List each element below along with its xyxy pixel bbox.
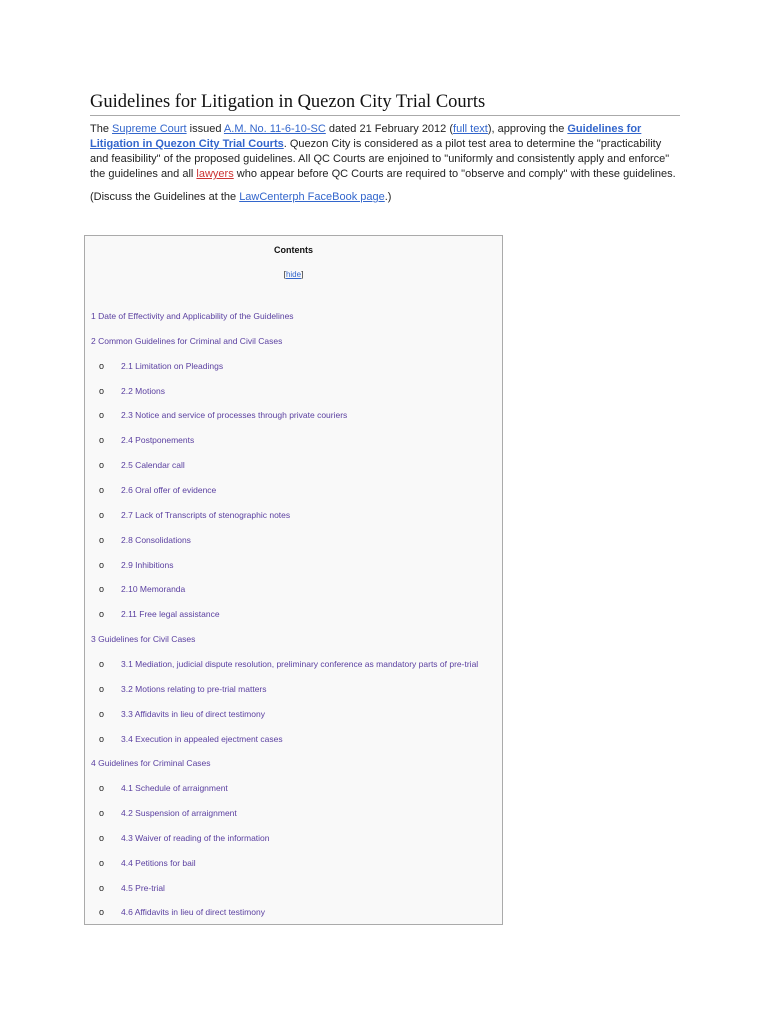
toc-bullet: o bbox=[99, 559, 105, 570]
toc-link[interactable]: 2.7 Lack of Transcripts of stenographic notes bbox=[121, 509, 291, 520]
toc-title: Contents bbox=[274, 245, 313, 255]
intro-text: issued bbox=[186, 123, 224, 135]
toc-bullet: o bbox=[99, 708, 105, 719]
intro-text: dated 21 February 2012 ( bbox=[325, 123, 454, 135]
discuss-text: (Discuss the Guidelines at the bbox=[90, 191, 240, 203]
guidelines-link[interactable]: Guidelines for Litigation in Quezon City Trial Courts bbox=[90, 123, 642, 150]
toc-bullet: o bbox=[99, 907, 105, 918]
toc-link[interactable]: 2.11 Free legal assistance bbox=[121, 609, 220, 620]
am-number-link[interactable]: A.M. No. 11-6-10-SC bbox=[223, 123, 326, 135]
toc-link[interactable]: 2.9 Inhibitions bbox=[121, 559, 174, 570]
full-text-link[interactable]: full text bbox=[453, 123, 488, 135]
toc-bullet: o bbox=[99, 658, 105, 669]
toc-link[interactable]: 2.6 Oral offer of evidence bbox=[121, 485, 217, 495]
toc-link[interactable]: 3.3 Affidavits in lieu of direct testimony bbox=[121, 708, 265, 719]
toc-link[interactable]: 4.2 Suspension of arraignment bbox=[121, 808, 237, 818]
supreme-court-link[interactable]: Supreme Court bbox=[112, 123, 187, 135]
intro-text: The bbox=[90, 123, 113, 135]
intro-paragraph bbox=[90, 122, 680, 182]
toc-bullet: o bbox=[99, 485, 105, 495]
toc-link[interactable]: 2.4 Postponements bbox=[121, 435, 195, 446]
toc-link[interactable]: 2.2 Motions bbox=[121, 385, 165, 396]
toc-bullet: o bbox=[99, 609, 105, 620]
table-of-contents bbox=[84, 235, 503, 925]
toc-link[interactable]: 3 Guidelines for Civil Cases bbox=[91, 634, 196, 645]
toc-bullet: o bbox=[99, 385, 105, 396]
toc-link[interactable]: 2.8 Consolidations bbox=[121, 534, 191, 545]
toc-link[interactable]: 1 Date of Effectivity and Applicability of the Guidelines bbox=[91, 311, 294, 321]
toc-bullet: o bbox=[99, 733, 105, 744]
toc-link[interactable]: 2.5 Calendar call bbox=[121, 460, 185, 471]
intro-text: who appear before QC Courts are required to "observe and comply" with these guidelines. bbox=[233, 168, 676, 180]
toc-link[interactable]: 4.3 Waiver of reading of the information bbox=[121, 832, 270, 843]
toc-bullet: o bbox=[99, 410, 105, 421]
toc-link[interactable]: 4.5 Pre-trial bbox=[121, 882, 165, 893]
discuss-paragraph bbox=[90, 190, 680, 205]
toc-link[interactable]: 3.1 Mediation, judicial dispute resolution, preliminary conference as mandatory parts of pre-trial bbox=[121, 658, 479, 669]
toc-link[interactable]: 3.2 Motions relating to pre-trial matters bbox=[121, 683, 267, 694]
toc-hide-toggle bbox=[85, 270, 502, 279]
intro-text: ), approving the bbox=[487, 123, 568, 135]
toc-bullet: o bbox=[99, 882, 105, 893]
toc-bullet: o bbox=[99, 857, 105, 868]
toc-bullet: o bbox=[99, 360, 105, 371]
lawyers-link[interactable]: lawyers bbox=[196, 168, 234, 180]
toc-link[interactable]: 4.6 Affidavits in lieu of direct testimony bbox=[121, 907, 265, 918]
toc-link[interactable]: 2.10 Memoranda bbox=[121, 584, 186, 595]
toc-hide-bracket: [ bbox=[283, 270, 286, 279]
toc-link[interactable]: 2 Common Guidelines for Criminal and Civil Cases bbox=[91, 335, 283, 346]
toc-link[interactable]: 2.1 Limitation on Pleadings bbox=[121, 360, 224, 371]
toc-hide-link[interactable]: hide bbox=[285, 270, 302, 279]
toc-bullet: o bbox=[99, 683, 105, 694]
toc-bullet: o bbox=[99, 460, 105, 471]
toc-link[interactable]: 2.3 Notice and service of processes through private couriers bbox=[121, 410, 348, 421]
discuss-text: .) bbox=[384, 191, 392, 203]
toc-link[interactable]: 4.4 Petitions for bail bbox=[121, 857, 196, 868]
toc-bullet: o bbox=[99, 808, 105, 818]
toc-link[interactable]: 4 Guidelines for Criminal Cases bbox=[91, 758, 211, 769]
toc-hide-bracket: ] bbox=[301, 270, 304, 279]
toc-bullet: o bbox=[99, 435, 105, 446]
toc-bullet: o bbox=[99, 509, 105, 520]
facebook-page-link[interactable]: LawCenterph FaceBook page bbox=[239, 191, 385, 203]
toc-bullet: o bbox=[99, 783, 105, 794]
toc-bullet: o bbox=[99, 534, 105, 545]
toc-bullet: o bbox=[99, 832, 105, 843]
toc-link[interactable]: 3.4 Execution in appealed ejectment cases bbox=[121, 733, 283, 744]
toc-bullet: o bbox=[99, 584, 105, 595]
toc-link[interactable]: 4.1 Schedule of arraignment bbox=[121, 783, 228, 794]
intro-text: . Quezon City is considered as a pilot test area to determine the "practicability and feasibility" of the proposed guidelines. All QC Courts are enjoined to "uniformly and consistently apply and enforce" the guidelines and all bbox=[90, 138, 670, 180]
page-title: Guidelines for Litigation in Quezon City Trial Courts bbox=[90, 92, 680, 116]
